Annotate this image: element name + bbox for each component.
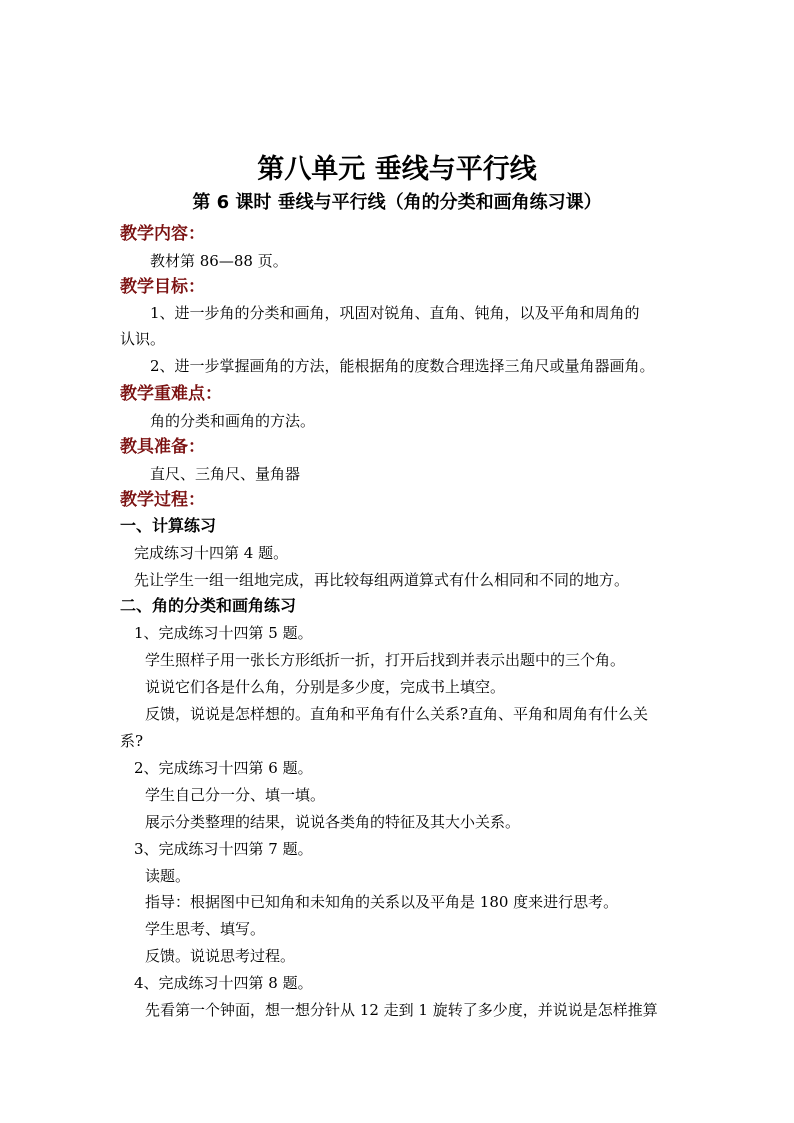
q5-line-1: 学生照样子用一张长方形纸折一折，打开后找到并表示出题中的三个角。 [145,651,626,669]
q6-line-1: 学生自己分一分、填一填。 [145,786,326,804]
q7-line-4: 反馈。说说思考过程。 [145,947,296,965]
q7-line-1: 读题。 [145,867,191,885]
q8-line-1: 先看第一个钟面，想一想分针从 12 走到 1 旋转了多少度，并说说是怎样推算 [145,1001,658,1019]
q6-title: 2、完成练习十四第 6 题。 [134,759,313,777]
goal-1-line-2: 认识。 [120,330,166,348]
unit-title: 第八单元 垂线与平行线 [257,154,537,185]
section-1-title: 一、计算练习 [120,516,217,535]
heading-tools: 教具准备： [120,437,205,457]
tools-text: 直尺、三角尺、量角器 [150,465,301,483]
heading-goals: 教学目标： [120,277,205,297]
section-2-title: 二、角的分类和画角练习 [120,596,297,615]
q7-line-2: 指导：根据图中已知角和未知角的关系以及平角是 180 度来进行思考。 [145,893,619,911]
q5-line-4: 系? [120,732,144,750]
section-1-line-1: 完成练习十四第 4 题。 [134,544,289,562]
q5-line-3: 反馈，说说是怎样想的。直角和平角有什么关系?直角、平角和周角有什么关 [145,705,649,723]
q5-line-2: 说说它们各是什么角，分别是多少度，完成书上填空。 [145,678,506,696]
heading-key-points: 教学重难点： [120,384,222,404]
key-points-text: 角的分类和画角的方法。 [150,412,316,430]
section-1-line-2: 先让学生一组一组地完成，再比较每组两道算式有什么相同和不同的地方。 [134,571,630,589]
heading-content: 教学内容： [120,224,205,244]
lesson-subtitle: 第 6 课时 垂线与平行线（角的分类和画角练习课） [192,192,602,213]
q7-title: 3、完成练习十四第 7 题。 [134,840,313,858]
q8-title: 4、完成练习十四第 8 题。 [134,974,313,992]
heading-process: 教学过程： [120,490,205,510]
q7-line-3: 学生思考、填写。 [145,920,266,938]
q6-line-2: 展示分类整理的结果，说说各类角的特征及其大小关系。 [145,813,521,831]
goal-1-line-1: 1、进一步角的分类和画角，巩固对锐角、直角、钝角，以及平角和周角的 [150,304,640,322]
q5-title: 1、完成练习十四第 5 题。 [134,624,313,642]
goal-2: 2、进一步掌握画角的方法，能根据角的度数合理选择三角尺或量角器画角。 [150,357,655,375]
content-text: 教材第 86—88 页。 [150,252,288,270]
